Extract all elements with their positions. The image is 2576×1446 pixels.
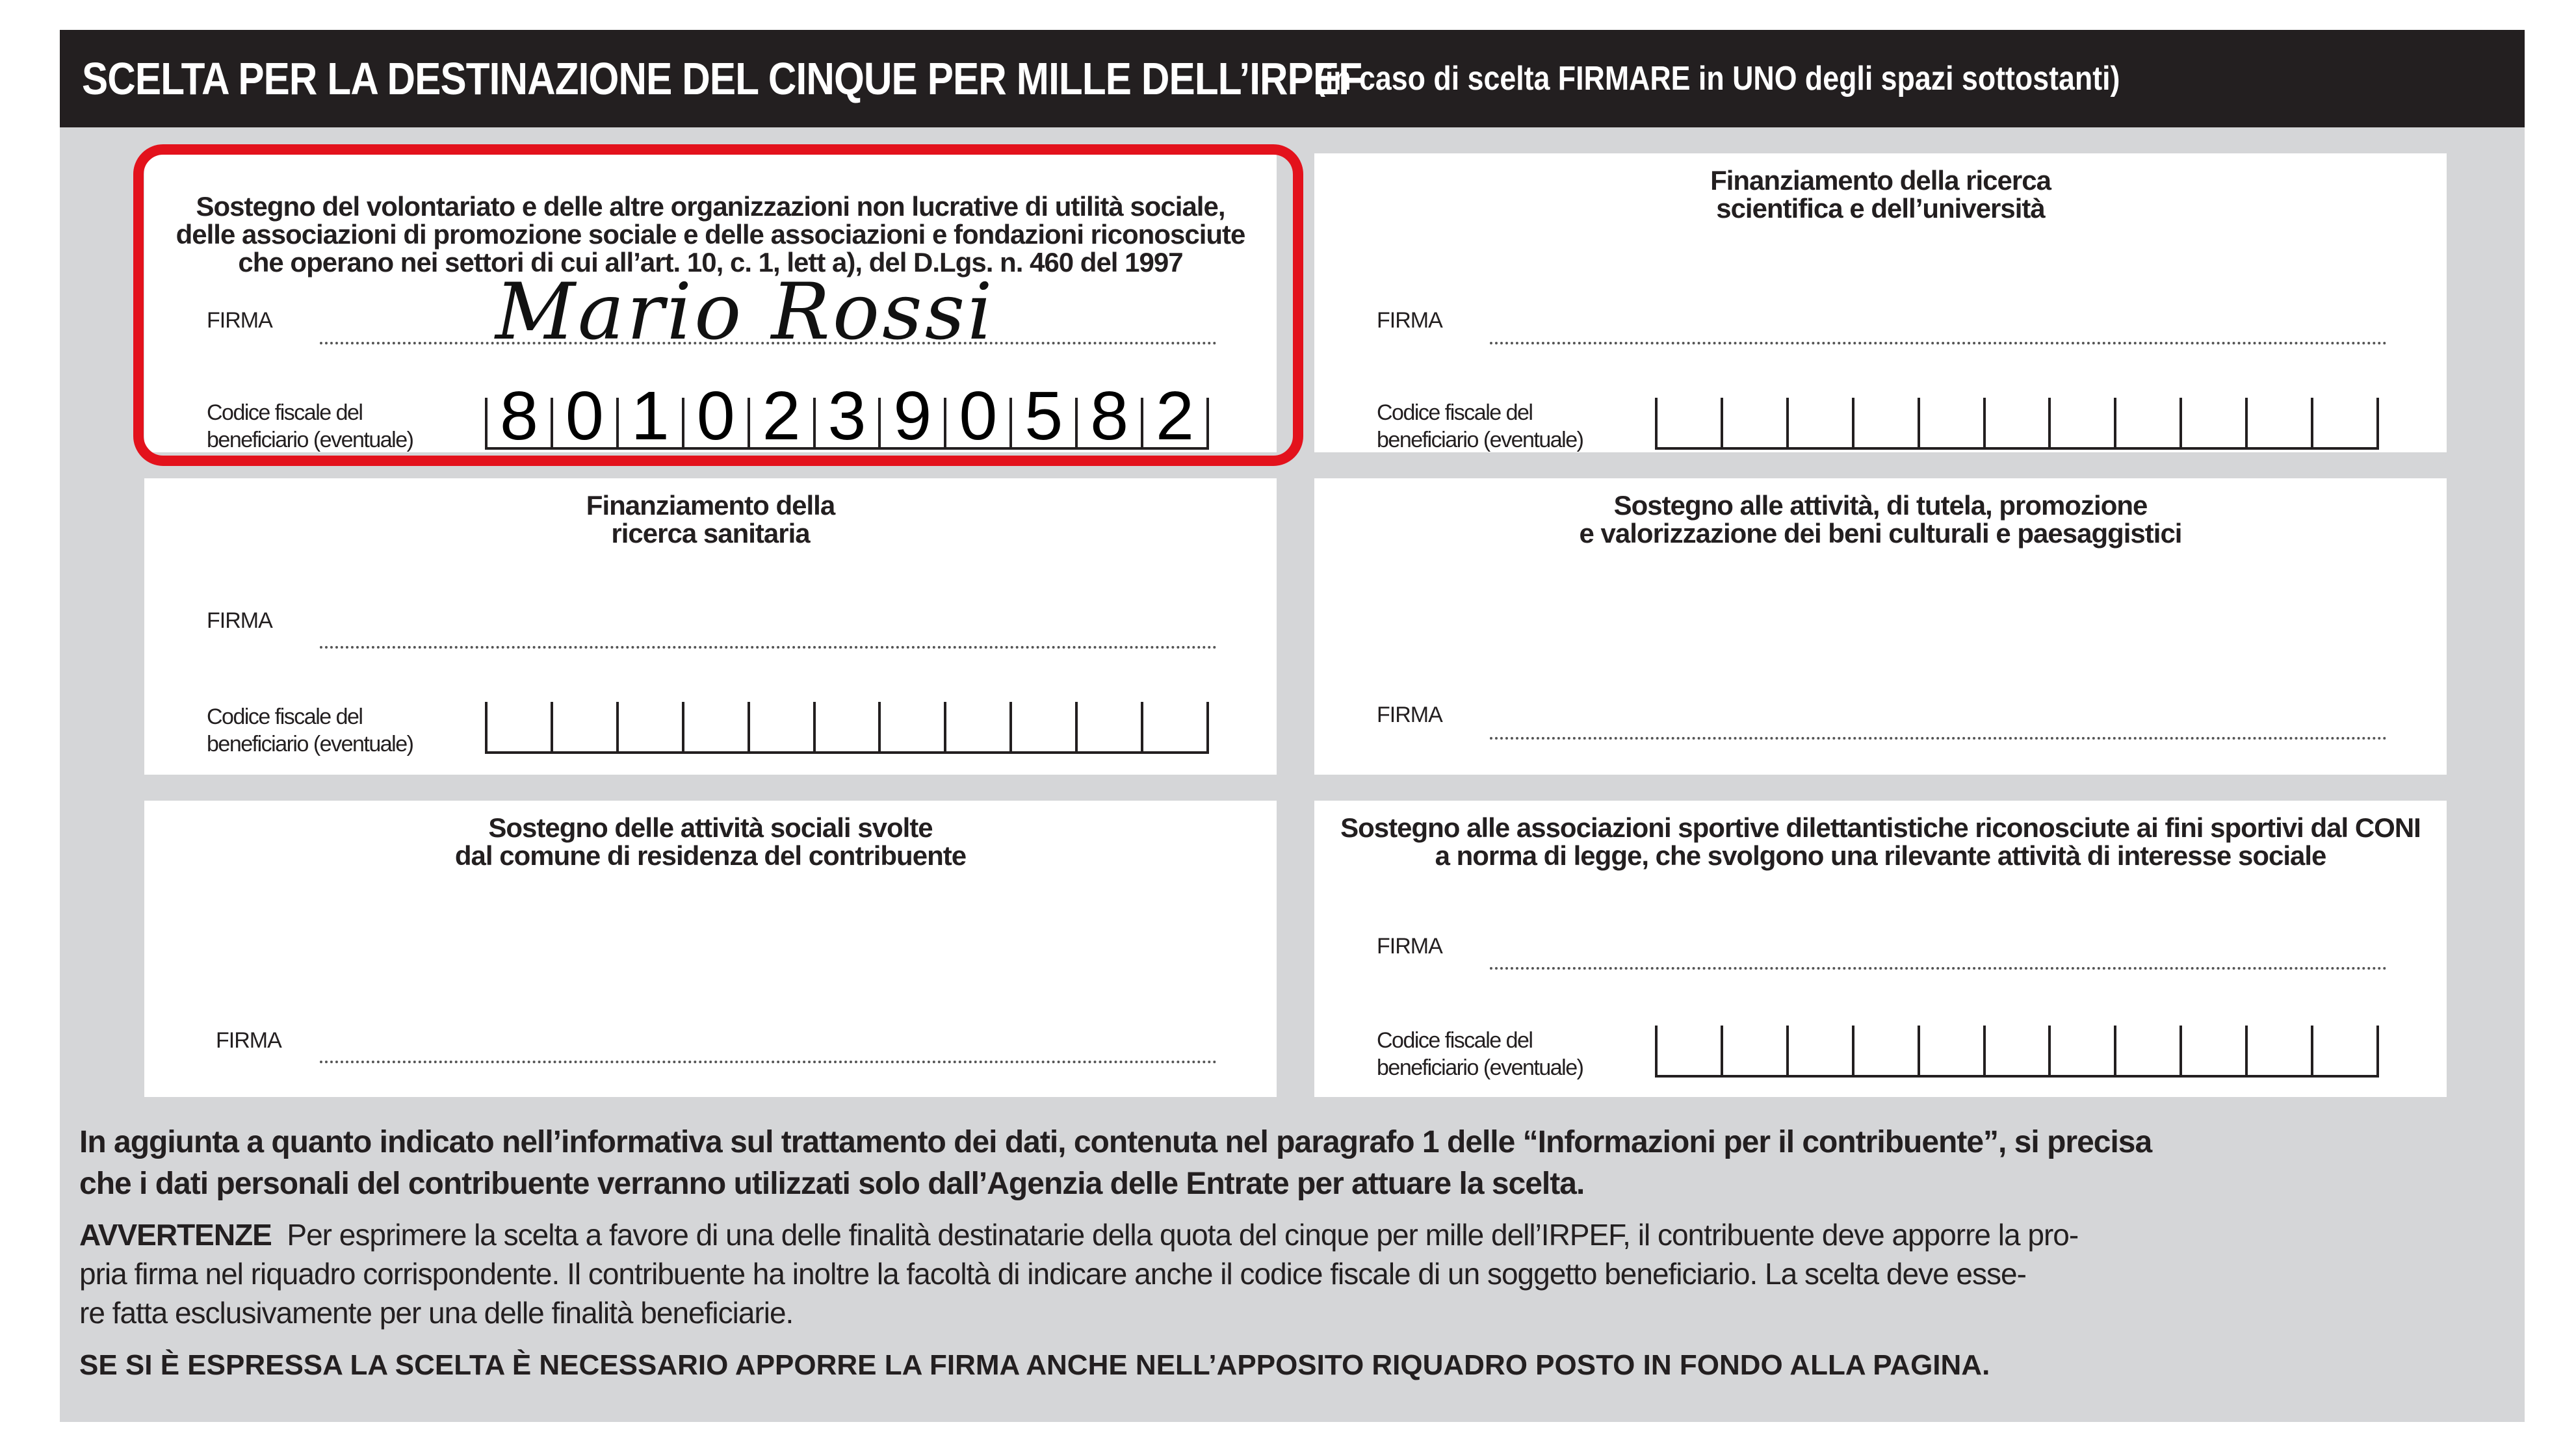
signature-line[interactable] — [320, 1061, 1217, 1063]
cf-label: Codice fiscale del beneficiario (eventuale) — [1377, 1028, 1583, 1080]
cf-label: Codice fiscale del beneficiario (eventuale) — [1377, 400, 1583, 452]
cf-digit-cell — [682, 702, 748, 751]
section-title: Sostegno alle attività, di tutela, promozione e valorizzazione dei beni culturali e paesaggistici — [1579, 490, 2182, 549]
firma-label: FIRMA — [1377, 308, 1442, 333]
signature-line[interactable] — [1490, 737, 2387, 740]
cf-digit-cell — [1009, 702, 1075, 751]
firma-label: FIRMA — [1377, 934, 1442, 959]
cf-digit-cell — [2048, 1026, 2114, 1075]
section-associazioni-sportive — [1314, 801, 2447, 1097]
cf-digit-cell — [1721, 1026, 1786, 1075]
cf-digit-cell — [1918, 1026, 1983, 1075]
cf-digit-cell — [551, 702, 616, 751]
cf-digit-cell — [1983, 1026, 2049, 1075]
cf-digit-cell — [1983, 398, 2049, 447]
section-comune-residenza — [144, 801, 1277, 1097]
firma-label: FIRMA — [216, 1028, 281, 1053]
signature-line[interactable] — [1490, 342, 2387, 344]
cf-digit-cell: 9 — [878, 398, 944, 447]
section-title: Sostegno delle attività sociali svolte dal comune di residenza del contribuente — [454, 812, 967, 871]
privacy-note: In aggiunta a quanto indicato nell’informativa sul trattamento dei dati, contenuta nel paragrafo 1 delle “Informazioni per il contribuente”, si precisa che i dati personali del contribuente verranno utilizzati solo dall’Agenzia delle Entrate per attuare la scelta. — [79, 1125, 2152, 1201]
warnings-note: AVVERTENZE Per esprimere la scelta a favore di una delle finalità destinatarie della quota del cinque per mille dell’IRPEF, il contribuente deve apporre la pro- pria firma nel riquadro corrispondente. Il contribuente ha inoltre la facoltà di indicare anche il codice fiscale di un soggetto beneficiario. La scelta deve esse- re fatta esclusivamente per una delle finalità beneficiarie. — [79, 1218, 2079, 1330]
cf-digit-cell: 2 — [748, 398, 813, 447]
codice-fiscale-field[interactable] — [1655, 1026, 2379, 1078]
section-title: Finanziamento della ricerca sanitaria — [586, 490, 835, 549]
cf-digit-cell: 8 — [1075, 398, 1141, 447]
cf-digit-cell — [2114, 1026, 2179, 1075]
cf-digit-cell — [2311, 398, 2379, 447]
cf-digit-cell — [1786, 398, 1852, 447]
signature: Mario Rossi — [495, 267, 995, 357]
cf-digit-cell — [2048, 398, 2114, 447]
cf-digit-cell — [1655, 1026, 1721, 1075]
firma-label: FIRMA — [1377, 703, 1442, 727]
cf-label: Codice fiscale del beneficiario (eventuale) — [207, 704, 413, 756]
cf-digit-cell — [1721, 398, 1786, 447]
cf-digit-cell — [944, 702, 1009, 751]
cf-digit-cell: 0 — [944, 398, 1009, 447]
section-title: Sostegno alle associazioni sportive dilettantistiche riconosciute ai fini sportivi dal CONI a norma di legge, che svolgono una rilevante attività di interesse sociale — [1340, 812, 2421, 871]
cf-digit-cell — [1075, 702, 1141, 751]
cf-digit-cell — [485, 702, 551, 751]
cf-digit-cell — [2179, 1026, 2245, 1075]
cf-digit-cell — [1141, 702, 1209, 751]
cf-digit-cell — [1655, 398, 1721, 447]
cf-digit-cell — [1852, 398, 1918, 447]
section-beni-culturali — [1314, 478, 2447, 775]
signature-line[interactable] — [320, 646, 1217, 649]
section-title: Finanziamento della ricerca scientifica e dell’università — [1710, 165, 2051, 224]
cf-digit-cell — [748, 702, 813, 751]
final-instruction: SE SI È ESPRESSA LA SCELTA È NECESSARIO APPORRE LA FIRMA ANCHE NELL’APPOSITO RIQUADRO POSTO IN FONDO ALLA PAGINA. — [79, 1349, 1990, 1381]
cf-digit-cell — [1918, 398, 1983, 447]
cf-digit-cell — [2311, 1026, 2379, 1075]
info-notes — [79, 1122, 2510, 1382]
form-subtitle: (in caso di scelta FIRMARE in UNO degli spazi sottostanti) — [1315, 60, 2120, 97]
codice-fiscale-field[interactable] — [485, 702, 1209, 754]
form-title: SCELTA PER LA DESTINAZIONE DEL CINQUE PER MILLE DELL’IRPEF — [82, 53, 1362, 104]
cf-digit-cell — [2245, 398, 2311, 447]
cf-digit-cell — [1786, 1026, 1852, 1075]
section-title: Sostegno del volontariato e delle altre organizzazioni non lucrative di utilità sociale, delle associazioni di promozione sociale e delle associazioni e fondazioni riconosciute che operano nei settori di cui all’art. 10, c. 1, lett a), del D.Lgs. n. 460 del 1997 — [176, 191, 1245, 278]
form-header — [60, 30, 2525, 127]
cf-digit-cell: 0 — [682, 398, 748, 447]
section-ricerca-scientifica — [1314, 153, 2447, 452]
cf-digit-cell: 8 — [485, 398, 551, 447]
cf-digit-cell — [878, 702, 944, 751]
cf-digit-cell: 5 — [1009, 398, 1075, 447]
cf-digit-cell — [813, 702, 879, 751]
cf-digit-cell: 2 — [1141, 398, 1209, 447]
codice-fiscale-field[interactable] — [1655, 398, 2379, 450]
cf-digit-cell: 0 — [551, 398, 616, 447]
cf-digit-cell — [616, 702, 682, 751]
firma-label: FIRMA — [207, 608, 272, 633]
section-ricerca-sanitaria — [144, 478, 1277, 775]
cf-digit-cell — [2179, 398, 2245, 447]
warnings-label: AVVERTENZE — [79, 1218, 272, 1252]
cf-digit-cell: 1 — [616, 398, 682, 447]
cf-label: Codice fiscale del beneficiario (eventuale) — [207, 400, 413, 452]
cf-digit-cell — [2114, 398, 2179, 447]
signature-line[interactable] — [1490, 967, 2387, 970]
firma-label: FIRMA — [207, 308, 272, 333]
cf-digit-cell — [2245, 1026, 2311, 1075]
cf-digit-cell: 3 — [813, 398, 879, 447]
cf-digit-cell — [1852, 1026, 1918, 1075]
selection-highlight — [133, 144, 1303, 466]
